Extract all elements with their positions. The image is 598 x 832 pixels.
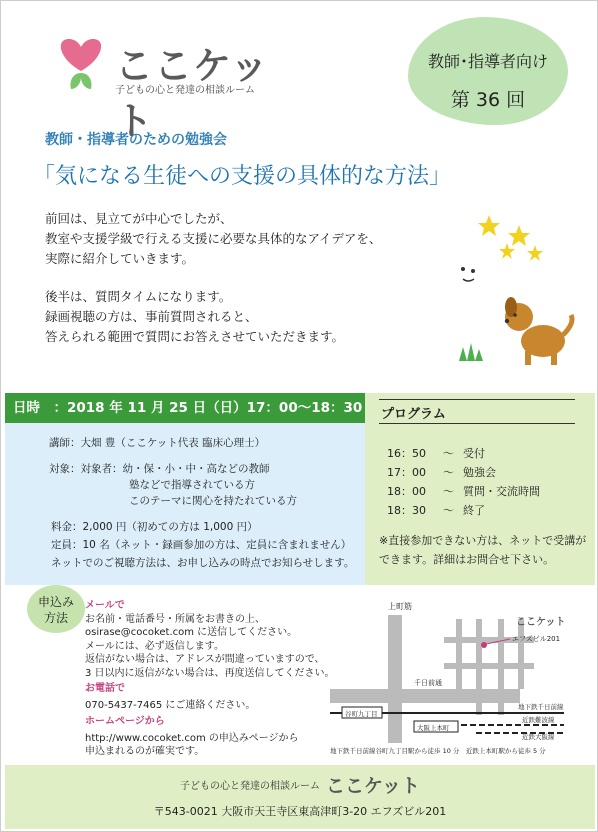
footer-tagline: 子どもの心と発達の相談ルーム	[179, 781, 320, 792]
apply-badge	[27, 585, 85, 633]
event-title: 「気になる生徒への支援の具体的な方法」	[33, 164, 452, 189]
brand-name: ここケット	[115, 44, 270, 143]
lecturer: 講師：大畑 豊（ここケット代表 臨床心理士）	[49, 437, 266, 449]
program-item: 16：50 ～ 受付	[387, 447, 485, 460]
apply-methods	[85, 599, 335, 759]
station-label: 大阪上本町	[417, 724, 450, 732]
web-line: 申込まれるのが確実です。	[85, 746, 205, 757]
event-details	[5, 423, 365, 585]
audience-label: 教師･指導者向け	[427, 52, 548, 71]
dog-icon	[505, 297, 572, 365]
program-panel	[365, 393, 595, 585]
event-subtitle: 教師・指導者のための勉強会	[45, 132, 227, 148]
map-building: エフズビル201	[512, 635, 561, 643]
intro-line: 前回は、見立てが中心でしたが、	[45, 211, 233, 226]
map-brand: ここケット	[516, 617, 566, 628]
target-audience: 対象：対象者：幼・保・小・中・高などの教師	[49, 463, 270, 475]
capacity: 定員：10 名（ネット・録画参加の方は、定員に含まれません）	[51, 539, 352, 551]
moon-dog-illustration	[441, 211, 581, 371]
footer	[5, 765, 595, 829]
program-item: 17：00 ～ 勉強会	[387, 466, 496, 479]
star-icon	[527, 245, 543, 261]
mail-line: お名前・電話番号・所属をお書きの上、	[85, 613, 265, 625]
footer-address: 〒543-0021 大阪市天王寺区東高津町3-20 エフズビル201	[153, 805, 447, 818]
program-title: プログラム	[381, 407, 446, 422]
web-heading: ホームページから	[85, 716, 165, 727]
intro-line: 実際に紹介していきます。	[45, 251, 195, 266]
star-icon	[478, 215, 500, 236]
phone-number[interactable]: 070-5437-7465 にご連絡ください。	[85, 699, 256, 711]
intro-text	[45, 209, 381, 347]
intro-line: 後半は、質問タイムになります。	[45, 289, 232, 304]
session-number: 第 36 回	[450, 89, 526, 111]
event-date: 日時 ：2018 年 11 月 25 日（日）17：00～18：30	[5, 393, 365, 423]
access-note: 地下鉄千日前線谷町九丁目駅から徒歩 10 分 近鉄上本町駅から徒歩 5 分	[330, 747, 546, 755]
intro-line: 録画視聴の方は、事前質問されると、	[45, 309, 258, 324]
target-audience: 塾などで指導されている方	[129, 479, 255, 491]
intro-line: 答えられる範囲で質問にお答えさせていただきます。	[45, 329, 345, 344]
program-item: 18：00 ～ 質問・交流時間	[387, 485, 540, 498]
street-label: 上町筋	[388, 602, 412, 611]
web-line[interactable]: http://www.cocoket.com の申込みページから	[85, 732, 299, 744]
online-info: ネットでのご視聴方法は、お申し込みの時点でお知らせします。	[51, 557, 355, 569]
heart-tulip-icon	[51, 33, 111, 93]
street-label: 千日前通	[414, 679, 442, 687]
footer-brand	[5, 771, 595, 798]
divider	[379, 399, 575, 400]
target-audience: このテーマに関心を持たれている方	[129, 495, 297, 507]
program-item: 18：30 ～ 終了	[387, 504, 485, 517]
line-label: 近鉄難波線	[522, 716, 555, 724]
fee: 料金：2,000 円（初めての方は 1,000 円）	[51, 521, 258, 533]
mail-heading: メールで	[85, 600, 125, 611]
mail-line: 返信がない場合は、アドレスが間違っていますので、	[85, 654, 325, 665]
apply-badge-label: 申込み	[37, 595, 74, 609]
mail-line[interactable]: osirase@cocoket.com に送信してください。	[85, 627, 298, 638]
apply-badge-label: 方法	[43, 611, 68, 625]
station-label: 谷町九丁目	[345, 710, 378, 718]
access-map	[326, 597, 588, 759]
online-note: ※直接参加できない方は、ネットで受講ができます。詳細はお問合せ下さい。	[379, 534, 587, 566]
session-badge	[408, 17, 568, 125]
location-pin-icon	[481, 642, 487, 648]
moon-icon	[452, 239, 499, 299]
grass-icon	[459, 343, 483, 361]
line-label: 近鉄大阪線	[522, 733, 555, 741]
divider	[379, 423, 575, 424]
mail-line: メールには、必ず返信します。	[85, 640, 224, 652]
mail-line: 3 日以内に返信がない場合は、再度送信してください。	[85, 667, 335, 679]
phone-heading: お電話で	[85, 683, 125, 694]
intro-line: 教室や支援学級で行える支援に必要な具体的なアイデアを、	[45, 231, 382, 246]
footer-brand-name: ここケット	[325, 775, 421, 797]
star-icon	[508, 225, 530, 246]
brand-tagline: 子どもの心と発達の相談ルーム	[115, 85, 255, 96]
line-label: 地下鉄千日前線	[518, 703, 564, 711]
